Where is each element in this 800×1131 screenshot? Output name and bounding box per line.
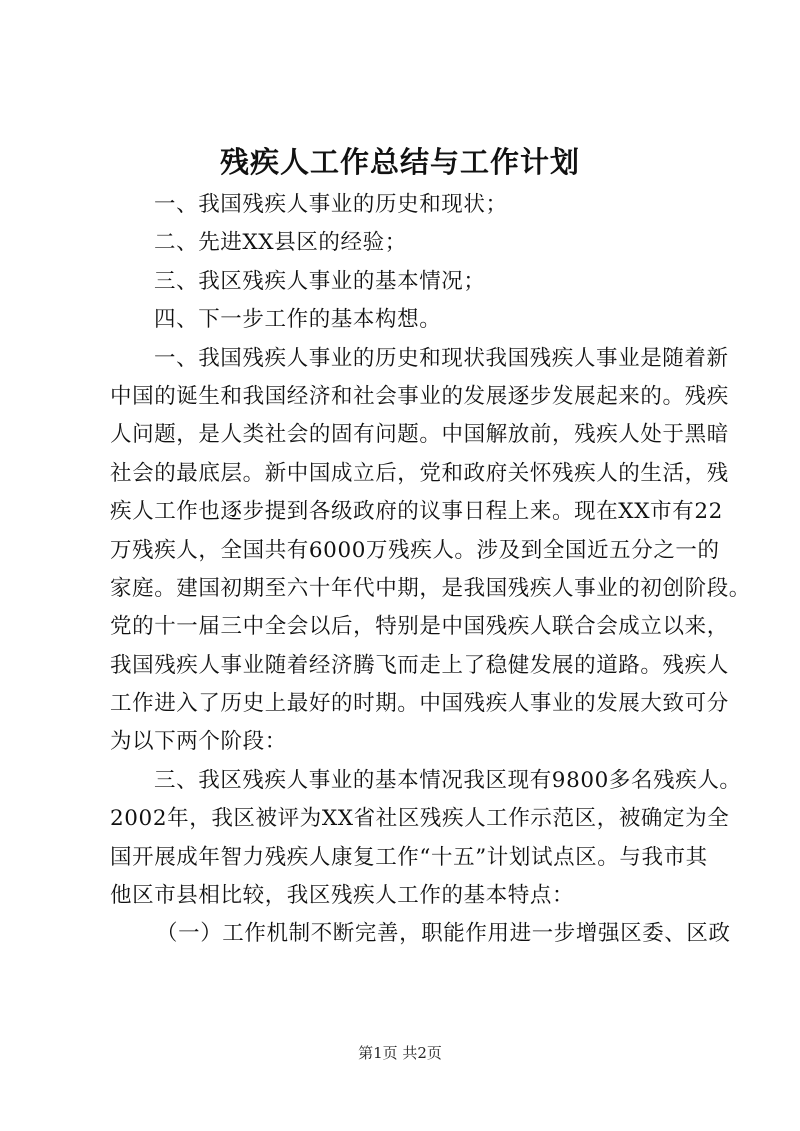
paragraph-line: 党的十一届三中全会以后，特别是中国残疾人联合会成立以来， xyxy=(110,614,729,640)
paragraph-line: 国开展成年智力残疾人康复工作“十五”计划试点区。与我市其 xyxy=(110,844,708,870)
paragraph-line: （一）工作机制不断完善，职能作用进一步增强区委、区政 xyxy=(156,921,731,947)
paragraph-line: 疾人工作也逐步提到各级政府的议事日程上来。现在XX市有22 xyxy=(110,499,723,525)
document-body xyxy=(110,186,751,954)
paragraph-line: 三、我区残疾人事业的基本情况我区现有9800多名残疾人。 xyxy=(154,767,742,793)
paragraph-line: 家庭。建国初期至六十年代中期，是我国残疾人事业的初创阶段。 xyxy=(110,575,751,601)
outline-item-1: 一、我国残疾人事业的历史和现状； xyxy=(154,192,508,217)
paragraph-line: 人问题，是人类社会的固有问题。中国解放前，残疾人处于黑暗 xyxy=(110,422,729,448)
paragraph-line: 中国的诞生和我国经济和社会事业的发展逐步发展起来的。残疾 xyxy=(110,383,729,409)
outline-item-4: 四、下一步工作的基本构想。 xyxy=(154,307,442,333)
paragraph-line: 为以下两个阶段： xyxy=(110,729,287,755)
paragraph-line: 一、我国残疾人事业的历史和现状我国残疾人事业是随着新 xyxy=(154,345,729,371)
outline-item-3: 三、我区残疾人事业的基本情况； xyxy=(154,268,486,294)
paragraph-line: 他区市县相比较，我区残疾人工作的基本特点： xyxy=(110,883,575,909)
outline-item-2: 二、先进XX县区的经验； xyxy=(154,230,407,256)
paragraph-line: 工作进入了历史上最好的时期。中国残疾人事业的发展大致可分 xyxy=(110,691,729,717)
page-number-footer: 第1页 共2页 xyxy=(358,1044,442,1062)
paragraph-line: 万残疾人，全国共有6000万残疾人。涉及到全国近五分之一的 xyxy=(110,537,720,563)
document-title: 残疾人工作总结与工作计划 xyxy=(219,145,580,179)
paragraph-line: 我国残疾人事业随着经济腾飞而走上了稳健发展的道路。残疾人 xyxy=(110,652,729,678)
paragraph-line: 2002年，我区被评为XX省社区残疾人工作示范区，被确定为全 xyxy=(110,806,730,832)
paragraph-line: 社会的最底层。新中国成立后，党和政府关怀残疾人的生活，残 xyxy=(110,460,729,486)
